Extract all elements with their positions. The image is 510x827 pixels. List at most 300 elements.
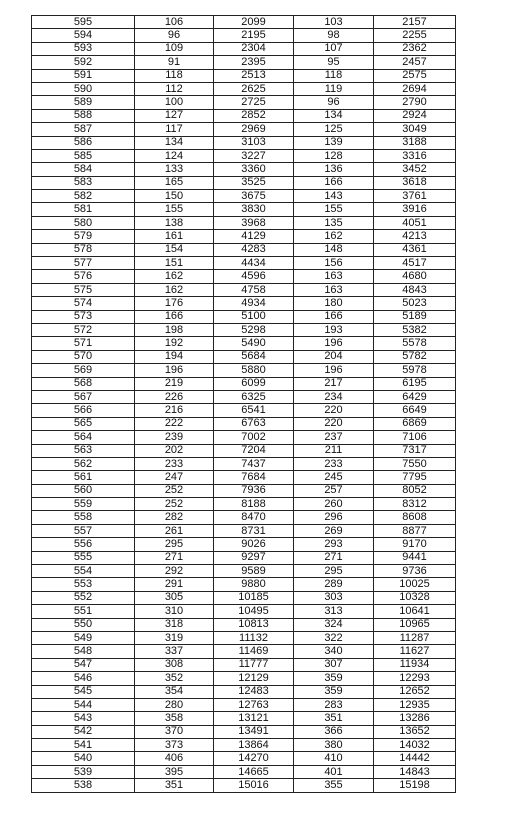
count-a-cell: 226 xyxy=(135,390,214,403)
cumulative-b-cell: 14442 xyxy=(374,752,456,765)
score-cell: 569 xyxy=(32,364,135,377)
cumulative-a-cell: 6325 xyxy=(214,390,294,403)
cumulative-a-cell: 2969 xyxy=(214,123,294,136)
table-row xyxy=(32,377,456,390)
cumulative-a-cell: 3675 xyxy=(214,190,294,203)
cumulative-a-cell: 7936 xyxy=(214,484,294,497)
score-cell: 580 xyxy=(32,216,135,229)
score-cell: 555 xyxy=(32,551,135,564)
score-cell: 564 xyxy=(32,431,135,444)
table-row xyxy=(32,364,456,377)
count-a-cell: 247 xyxy=(135,471,214,484)
score-cell: 541 xyxy=(32,739,135,752)
count-a-cell: 318 xyxy=(135,618,214,631)
score-cell: 576 xyxy=(32,270,135,283)
score-cell: 554 xyxy=(32,565,135,578)
score-cell: 550 xyxy=(32,618,135,631)
score-cell: 563 xyxy=(32,444,135,457)
count-b-cell: 359 xyxy=(294,685,374,698)
count-a-cell: 222 xyxy=(135,417,214,430)
count-a-cell: 291 xyxy=(135,578,214,591)
table-row xyxy=(32,765,456,778)
cumulative-a-cell: 3103 xyxy=(214,136,294,149)
cumulative-a-cell: 3830 xyxy=(214,203,294,216)
count-a-cell: 162 xyxy=(135,283,214,296)
table-row xyxy=(32,310,456,323)
cumulative-b-cell: 3916 xyxy=(374,203,456,216)
count-a-cell: 106 xyxy=(135,16,214,29)
count-b-cell: 217 xyxy=(294,377,374,390)
cumulative-b-cell: 2790 xyxy=(374,96,456,109)
table-row xyxy=(32,524,456,537)
cumulative-b-cell: 12935 xyxy=(374,698,456,711)
count-a-cell: 373 xyxy=(135,739,214,752)
count-a-cell: 308 xyxy=(135,658,214,671)
count-a-cell: 280 xyxy=(135,698,214,711)
count-b-cell: 196 xyxy=(294,337,374,350)
cumulative-b-cell: 6429 xyxy=(374,390,456,403)
table-row xyxy=(32,82,456,95)
cumulative-b-cell: 3316 xyxy=(374,149,456,162)
cumulative-a-cell: 9589 xyxy=(214,565,294,578)
score-cell: 551 xyxy=(32,605,135,618)
count-b-cell: 163 xyxy=(294,283,374,296)
score-cell: 566 xyxy=(32,404,135,417)
cumulative-b-cell: 15198 xyxy=(374,779,456,792)
count-b-cell: 135 xyxy=(294,216,374,229)
table-row xyxy=(32,337,456,350)
table-row xyxy=(32,672,456,685)
score-cell: 581 xyxy=(32,203,135,216)
cumulative-a-cell: 7204 xyxy=(214,444,294,457)
cumulative-a-cell: 5880 xyxy=(214,364,294,377)
cumulative-a-cell: 10495 xyxy=(214,605,294,618)
count-a-cell: 310 xyxy=(135,605,214,618)
count-b-cell: 313 xyxy=(294,605,374,618)
count-b-cell: 359 xyxy=(294,672,374,685)
cumulative-b-cell: 10025 xyxy=(374,578,456,591)
count-b-cell: 125 xyxy=(294,123,374,136)
cumulative-b-cell: 5782 xyxy=(374,350,456,363)
table-row xyxy=(32,230,456,243)
table-row xyxy=(32,404,456,417)
score-cell: 584 xyxy=(32,163,135,176)
cumulative-a-cell: 4129 xyxy=(214,230,294,243)
score-cell: 590 xyxy=(32,82,135,95)
count-b-cell: 143 xyxy=(294,190,374,203)
cumulative-a-cell: 2513 xyxy=(214,69,294,82)
table-row xyxy=(32,323,456,336)
cumulative-a-cell: 12129 xyxy=(214,672,294,685)
cumulative-a-cell: 4758 xyxy=(214,283,294,296)
cumulative-b-cell: 4680 xyxy=(374,270,456,283)
count-a-cell: 124 xyxy=(135,149,214,162)
table-row xyxy=(32,698,456,711)
count-b-cell: 96 xyxy=(294,96,374,109)
score-cell: 592 xyxy=(32,56,135,69)
count-b-cell: 163 xyxy=(294,270,374,283)
cumulative-b-cell: 12293 xyxy=(374,672,456,685)
count-b-cell: 257 xyxy=(294,484,374,497)
count-a-cell: 162 xyxy=(135,270,214,283)
count-b-cell: 119 xyxy=(294,82,374,95)
count-b-cell: 355 xyxy=(294,779,374,792)
table-row xyxy=(32,471,456,484)
score-cell: 582 xyxy=(32,190,135,203)
count-b-cell: 95 xyxy=(294,56,374,69)
count-a-cell: 134 xyxy=(135,136,214,149)
table-row xyxy=(32,739,456,752)
cumulative-b-cell: 8052 xyxy=(374,484,456,497)
cumulative-a-cell: 9297 xyxy=(214,551,294,564)
count-a-cell: 305 xyxy=(135,591,214,604)
cumulative-a-cell: 8731 xyxy=(214,524,294,537)
count-a-cell: 354 xyxy=(135,685,214,698)
count-b-cell: 136 xyxy=(294,163,374,176)
cumulative-b-cell: 10641 xyxy=(374,605,456,618)
cumulative-a-cell: 3968 xyxy=(214,216,294,229)
count-b-cell: 156 xyxy=(294,257,374,270)
score-cell: 549 xyxy=(32,631,135,644)
cumulative-a-cell: 10185 xyxy=(214,591,294,604)
count-b-cell: 324 xyxy=(294,618,374,631)
cumulative-a-cell: 10813 xyxy=(214,618,294,631)
score-cell: 556 xyxy=(32,538,135,551)
count-b-cell: 237 xyxy=(294,431,374,444)
cumulative-b-cell: 8608 xyxy=(374,511,456,524)
score-cell: 574 xyxy=(32,297,135,310)
cumulative-a-cell: 14270 xyxy=(214,752,294,765)
cumulative-a-cell: 2099 xyxy=(214,16,294,29)
cumulative-a-cell: 4596 xyxy=(214,270,294,283)
cumulative-b-cell: 2694 xyxy=(374,82,456,95)
cumulative-b-cell: 5382 xyxy=(374,323,456,336)
count-a-cell: 109 xyxy=(135,42,214,55)
score-cell: 577 xyxy=(32,257,135,270)
count-b-cell: 233 xyxy=(294,457,374,470)
score-cell: 543 xyxy=(32,712,135,725)
cumulative-a-cell: 9880 xyxy=(214,578,294,591)
cumulative-b-cell: 3452 xyxy=(374,163,456,176)
cumulative-b-cell: 3049 xyxy=(374,123,456,136)
cumulative-b-cell: 8312 xyxy=(374,498,456,511)
score-cell: 544 xyxy=(32,698,135,711)
cumulative-a-cell: 11777 xyxy=(214,658,294,671)
cumulative-a-cell: 7002 xyxy=(214,431,294,444)
cumulative-a-cell: 2304 xyxy=(214,42,294,55)
table-row xyxy=(32,243,456,256)
score-cell: 568 xyxy=(32,377,135,390)
count-b-cell: 98 xyxy=(294,29,374,42)
score-cell: 565 xyxy=(32,417,135,430)
table-row xyxy=(32,350,456,363)
table-row xyxy=(32,190,456,203)
cumulative-a-cell: 4434 xyxy=(214,257,294,270)
score-cell: 583 xyxy=(32,176,135,189)
count-b-cell: 166 xyxy=(294,176,374,189)
count-a-cell: 194 xyxy=(135,350,214,363)
cumulative-a-cell: 13864 xyxy=(214,739,294,752)
cumulative-a-cell: 13121 xyxy=(214,712,294,725)
score-cell: 589 xyxy=(32,96,135,109)
score-distribution-table xyxy=(31,15,456,793)
cumulative-a-cell: 3360 xyxy=(214,163,294,176)
table-row xyxy=(32,29,456,42)
cumulative-b-cell: 11627 xyxy=(374,645,456,658)
score-cell: 571 xyxy=(32,337,135,350)
table-row xyxy=(32,69,456,82)
cumulative-b-cell: 7106 xyxy=(374,431,456,444)
count-b-cell: 340 xyxy=(294,645,374,658)
score-cell: 558 xyxy=(32,511,135,524)
cumulative-b-cell: 9170 xyxy=(374,538,456,551)
count-a-cell: 352 xyxy=(135,672,214,685)
cumulative-a-cell: 14665 xyxy=(214,765,294,778)
cumulative-b-cell: 11287 xyxy=(374,631,456,644)
count-a-cell: 295 xyxy=(135,538,214,551)
count-a-cell: 282 xyxy=(135,511,214,524)
table-row xyxy=(32,605,456,618)
count-b-cell: 128 xyxy=(294,149,374,162)
table-row xyxy=(32,484,456,497)
cumulative-b-cell: 6649 xyxy=(374,404,456,417)
table-row xyxy=(32,297,456,310)
table-row xyxy=(32,109,456,122)
count-a-cell: 176 xyxy=(135,297,214,310)
count-b-cell: 410 xyxy=(294,752,374,765)
score-cell: 542 xyxy=(32,725,135,738)
count-a-cell: 150 xyxy=(135,190,214,203)
count-b-cell: 283 xyxy=(294,698,374,711)
count-a-cell: 133 xyxy=(135,163,214,176)
table-row xyxy=(32,565,456,578)
score-cell: 562 xyxy=(32,457,135,470)
count-b-cell: 204 xyxy=(294,350,374,363)
count-a-cell: 319 xyxy=(135,631,214,644)
cumulative-a-cell: 2852 xyxy=(214,109,294,122)
cumulative-b-cell: 4517 xyxy=(374,257,456,270)
cumulative-b-cell: 6869 xyxy=(374,417,456,430)
cumulative-b-cell: 2457 xyxy=(374,56,456,69)
score-cell: 594 xyxy=(32,29,135,42)
count-a-cell: 252 xyxy=(135,484,214,497)
cumulative-b-cell: 4361 xyxy=(374,243,456,256)
cumulative-a-cell: 5684 xyxy=(214,350,294,363)
count-b-cell: 103 xyxy=(294,16,374,29)
table-row xyxy=(32,779,456,792)
count-a-cell: 252 xyxy=(135,498,214,511)
count-a-cell: 370 xyxy=(135,725,214,738)
table-row xyxy=(32,203,456,216)
cumulative-b-cell: 4213 xyxy=(374,230,456,243)
table-row xyxy=(32,96,456,109)
cumulative-b-cell: 10965 xyxy=(374,618,456,631)
cumulative-b-cell: 13286 xyxy=(374,712,456,725)
count-a-cell: 239 xyxy=(135,431,214,444)
cumulative-a-cell: 3525 xyxy=(214,176,294,189)
cumulative-b-cell: 13652 xyxy=(374,725,456,738)
table-row xyxy=(32,712,456,725)
count-a-cell: 166 xyxy=(135,310,214,323)
cumulative-b-cell: 7317 xyxy=(374,444,456,457)
cumulative-a-cell: 5490 xyxy=(214,337,294,350)
count-a-cell: 292 xyxy=(135,565,214,578)
cumulative-b-cell: 2157 xyxy=(374,16,456,29)
table-row xyxy=(32,725,456,738)
count-b-cell: 380 xyxy=(294,739,374,752)
cumulative-a-cell: 2395 xyxy=(214,56,294,69)
count-b-cell: 234 xyxy=(294,390,374,403)
cumulative-a-cell: 11469 xyxy=(214,645,294,658)
count-b-cell: 289 xyxy=(294,578,374,591)
cumulative-b-cell: 4051 xyxy=(374,216,456,229)
count-a-cell: 155 xyxy=(135,203,214,216)
count-a-cell: 192 xyxy=(135,337,214,350)
cumulative-b-cell: 12652 xyxy=(374,685,456,698)
count-a-cell: 117 xyxy=(135,123,214,136)
cumulative-a-cell: 11132 xyxy=(214,631,294,644)
score-cell: 548 xyxy=(32,645,135,658)
count-b-cell: 307 xyxy=(294,658,374,671)
cumulative-b-cell: 14032 xyxy=(374,739,456,752)
count-a-cell: 219 xyxy=(135,377,214,390)
count-b-cell: 366 xyxy=(294,725,374,738)
table-row xyxy=(32,136,456,149)
table-row xyxy=(32,270,456,283)
cumulative-a-cell: 13491 xyxy=(214,725,294,738)
score-cell: 552 xyxy=(32,591,135,604)
table-row xyxy=(32,645,456,658)
table-row xyxy=(32,551,456,564)
count-b-cell: 107 xyxy=(294,42,374,55)
count-b-cell: 134 xyxy=(294,109,374,122)
cumulative-b-cell: 5978 xyxy=(374,364,456,377)
score-cell: 561 xyxy=(32,471,135,484)
count-a-cell: 112 xyxy=(135,82,214,95)
table-row xyxy=(32,457,456,470)
count-b-cell: 322 xyxy=(294,631,374,644)
count-a-cell: 337 xyxy=(135,645,214,658)
table-row xyxy=(32,511,456,524)
table-row xyxy=(32,390,456,403)
count-b-cell: 293 xyxy=(294,538,374,551)
cumulative-b-cell: 10328 xyxy=(374,591,456,604)
cumulative-a-cell: 12763 xyxy=(214,698,294,711)
cumulative-a-cell: 4283 xyxy=(214,243,294,256)
table-row xyxy=(32,538,456,551)
table-row xyxy=(32,752,456,765)
table-body xyxy=(32,16,456,793)
count-a-cell: 395 xyxy=(135,765,214,778)
cumulative-b-cell: 9441 xyxy=(374,551,456,564)
score-cell: 560 xyxy=(32,484,135,497)
count-a-cell: 96 xyxy=(135,29,214,42)
count-a-cell: 138 xyxy=(135,216,214,229)
score-cell: 595 xyxy=(32,16,135,29)
count-b-cell: 166 xyxy=(294,310,374,323)
score-cell: 567 xyxy=(32,390,135,403)
count-a-cell: 216 xyxy=(135,404,214,417)
score-cell: 585 xyxy=(32,149,135,162)
cumulative-a-cell: 7437 xyxy=(214,457,294,470)
table-row xyxy=(32,444,456,457)
count-b-cell: 295 xyxy=(294,565,374,578)
count-a-cell: 154 xyxy=(135,243,214,256)
count-a-cell: 100 xyxy=(135,96,214,109)
count-b-cell: 211 xyxy=(294,444,374,457)
count-a-cell: 196 xyxy=(135,364,214,377)
cumulative-b-cell: 3618 xyxy=(374,176,456,189)
count-a-cell: 91 xyxy=(135,56,214,69)
score-cell: 540 xyxy=(32,752,135,765)
count-a-cell: 351 xyxy=(135,779,214,792)
cumulative-a-cell: 2625 xyxy=(214,82,294,95)
table-row xyxy=(32,149,456,162)
table-row xyxy=(32,498,456,511)
count-b-cell: 196 xyxy=(294,364,374,377)
cumulative-b-cell: 5023 xyxy=(374,297,456,310)
cumulative-a-cell: 2195 xyxy=(214,29,294,42)
cumulative-b-cell: 5189 xyxy=(374,310,456,323)
score-cell: 573 xyxy=(32,310,135,323)
table-row xyxy=(32,257,456,270)
table-row xyxy=(32,431,456,444)
cumulative-b-cell: 14843 xyxy=(374,765,456,778)
cumulative-b-cell: 4843 xyxy=(374,283,456,296)
count-b-cell: 180 xyxy=(294,297,374,310)
score-cell: 553 xyxy=(32,578,135,591)
score-cell: 579 xyxy=(32,230,135,243)
count-b-cell: 303 xyxy=(294,591,374,604)
score-cell: 539 xyxy=(32,765,135,778)
table-row xyxy=(32,56,456,69)
cumulative-a-cell: 8470 xyxy=(214,511,294,524)
count-b-cell: 271 xyxy=(294,551,374,564)
count-a-cell: 406 xyxy=(135,752,214,765)
count-b-cell: 118 xyxy=(294,69,374,82)
score-cell: 586 xyxy=(32,136,135,149)
cumulative-b-cell: 8877 xyxy=(374,524,456,537)
table-row xyxy=(32,591,456,604)
table-row xyxy=(32,631,456,644)
score-cell: 545 xyxy=(32,685,135,698)
cumulative-b-cell: 11934 xyxy=(374,658,456,671)
count-b-cell: 220 xyxy=(294,404,374,417)
cumulative-b-cell: 7795 xyxy=(374,471,456,484)
count-b-cell: 193 xyxy=(294,323,374,336)
cumulative-a-cell: 4934 xyxy=(214,297,294,310)
count-b-cell: 401 xyxy=(294,765,374,778)
cumulative-a-cell: 7684 xyxy=(214,471,294,484)
score-cell: 570 xyxy=(32,350,135,363)
count-a-cell: 202 xyxy=(135,444,214,457)
cumulative-a-cell: 5298 xyxy=(214,323,294,336)
count-a-cell: 198 xyxy=(135,323,214,336)
score-cell: 587 xyxy=(32,123,135,136)
cumulative-a-cell: 6763 xyxy=(214,417,294,430)
score-cell: 547 xyxy=(32,658,135,671)
cumulative-b-cell: 6195 xyxy=(374,377,456,390)
cumulative-a-cell: 3227 xyxy=(214,149,294,162)
count-a-cell: 233 xyxy=(135,457,214,470)
count-a-cell: 161 xyxy=(135,230,214,243)
cumulative-b-cell: 2255 xyxy=(374,29,456,42)
table-row xyxy=(32,283,456,296)
table-row xyxy=(32,42,456,55)
score-cell: 572 xyxy=(32,323,135,336)
table-row xyxy=(32,618,456,631)
cumulative-a-cell: 6099 xyxy=(214,377,294,390)
